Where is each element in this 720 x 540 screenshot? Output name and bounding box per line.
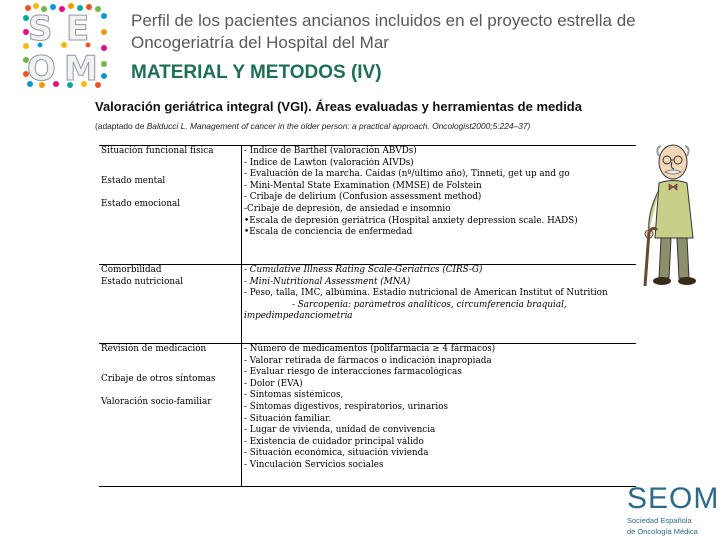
tools-cell	[242, 265, 637, 344]
tool-line: •Escala de conciencia de enfermedad	[244, 227, 413, 238]
svg-text:M: M	[64, 49, 98, 88]
tool-line: •Escala de depresión geriátrica (Hospital anxiety depression scale. HADS)	[244, 215, 578, 226]
tool-line: - Síntomas digestivos, respiratorios, urinarios	[244, 401, 449, 412]
tools-cell	[242, 344, 637, 487]
tool-line: - Evaluar riesgo de interacciones farmacológicas	[244, 367, 462, 378]
area-label: Cribaje de otros síntomas	[101, 373, 216, 384]
area-label: Situación funcional física	[101, 146, 214, 156]
evaluation-table	[99, 145, 636, 487]
area-label: Revisión de medicación	[101, 344, 207, 354]
tool-line: - Situación familiar.	[244, 413, 332, 424]
tool-line: - Cumulative Illness Rating Scale-Geriatrics (CIRS-G)	[244, 265, 483, 275]
logo-line-1: Sociedad Española	[627, 516, 692, 525]
table-row	[99, 265, 636, 344]
tool-line: - Número de medicamentos (polifarmacia ≥ 4 fármacos)	[244, 344, 496, 354]
area-label: Comorbilidad	[101, 265, 162, 275]
slide-title: Perfil de los pacientes ancianos incluidos en el proyecto estrella de Oncogeriatría del Hospital del Mar	[131, 11, 636, 52]
area-label: Estado emocional	[101, 199, 181, 210]
tool-line: - Dolor (EVA)	[244, 378, 303, 389]
tool-line: impedimpedanciometría	[244, 311, 353, 322]
areas-cell	[99, 344, 242, 487]
tool-line: - Mini-Mental State Examination (MMSE) de Folstein	[244, 180, 482, 191]
tool-line: -Cribaje de depresión, de ansiedad e insomnio	[244, 203, 451, 214]
tool-line: - Índice de Barthel (valoración ABVDs)	[244, 146, 417, 156]
tool-line: - Situación económica, situación vivienda	[244, 448, 429, 459]
seom-logo	[22, 2, 108, 88]
seom-society-logo	[627, 482, 720, 536]
header	[131, 10, 716, 84]
logo-word: SEOM	[627, 482, 720, 515]
tool-line: - Valorar retirada de fármacos o indicación inapropiada	[244, 355, 492, 366]
tool-line: - Lugar de vivienda, unidad de convivencia	[244, 425, 436, 436]
svg-text:E: E	[66, 9, 90, 49]
svg-text:O: O	[27, 49, 56, 88]
svg-text:S: S	[28, 9, 53, 49]
tool-line: - Vinculación Servicios sociales	[244, 459, 384, 470]
tool-line: - Peso, talla, IMC, albúmina. Estadio nutricional de American Institut of Nutrition	[244, 288, 608, 299]
tool-line: - Existencia de cuidador principal válido	[244, 436, 424, 447]
area-label: Valoración socio-familiar	[101, 397, 212, 408]
tools-cell	[242, 146, 637, 265]
tool-line: - Síntomas sistémicos,	[244, 390, 344, 401]
reference-prefix: (adaptado de	[95, 121, 147, 131]
areas-cell	[99, 146, 242, 265]
logo-line-2: de Oncología Médica	[627, 527, 698, 536]
areas-cell	[99, 265, 242, 344]
area-label: Estado nutricional	[101, 276, 184, 287]
table-row	[99, 344, 636, 487]
tool-line: - Cribaje de delirium (Confusion assessment method)	[244, 192, 482, 203]
reference-note	[95, 121, 695, 131]
tool-line: - Sarcopenia: parámetros analíticos, circumferencia braquial,	[292, 299, 567, 310]
area-label: Estado mental	[101, 175, 166, 186]
table-row	[99, 146, 636, 265]
tool-line: - Evaluación de la marcha. Caídas (nº/último año), Tinneti, get up and go	[244, 169, 570, 180]
tool-line: - Índice de Lawton (valoración AIVDs)	[244, 157, 414, 168]
slide-subtitle: MATERIAL Y METODOS (IV)	[131, 62, 382, 83]
tool-line: - Mini-Nutritional Assessment (MNA)	[244, 276, 411, 287]
section-heading: Valoración geriátrica integral (VGI). Áreas evaluadas y herramientas de medida	[95, 99, 582, 114]
reference-citation: Balducci L. Management of cancer in the older person: a practical approach. Oncologist2000;5:224–37)	[146, 121, 531, 131]
elderly-man-illustration	[637, 128, 717, 290]
